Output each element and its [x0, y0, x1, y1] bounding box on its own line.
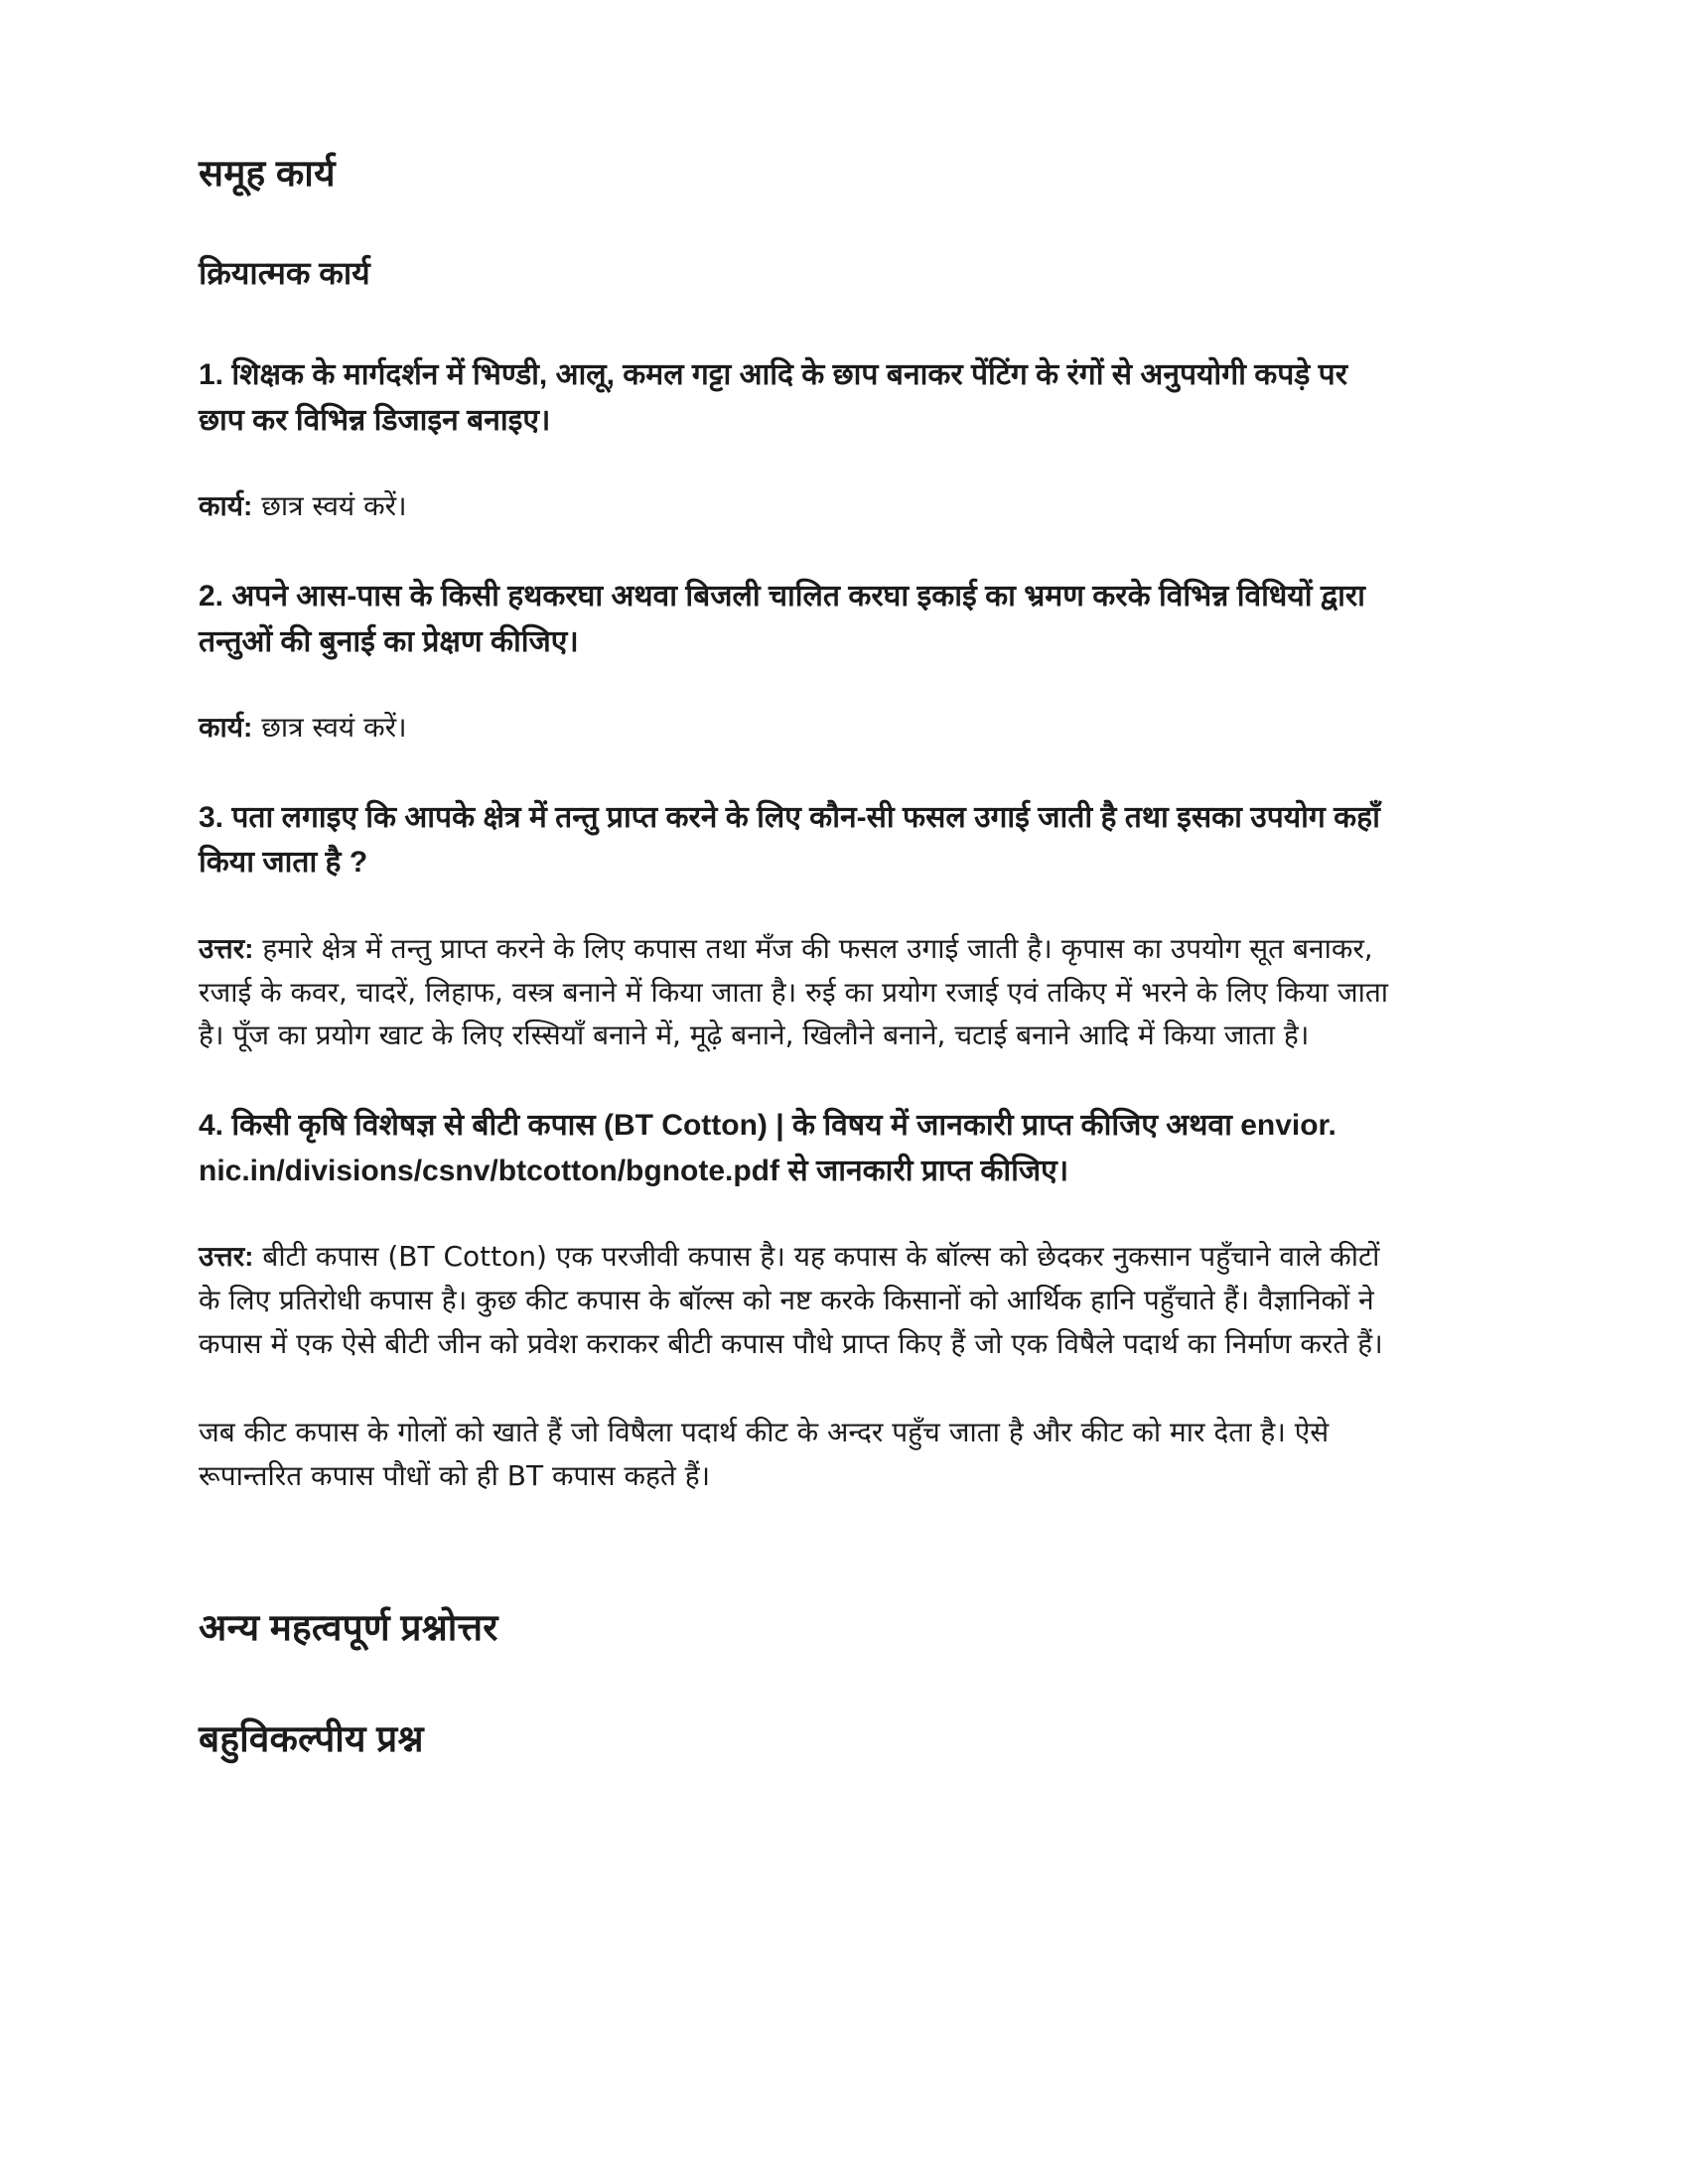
question-2-text: 2. अपने आस-पास के किसी हथकरघा अथवा बिजली चालित करघा इकाई का भ्रमण करके विभिन्न विधियों द्वारा तन्तुओं की बुनाई का प्रेक्षण कीजिए। — [199, 579, 1365, 658]
question-4-answer-body: बीटी कपास (BT Cotton) एक परजीवी कपास है। यह कपास के बॉल्स को छेदकर नुकसान पहुँचाने वाले कीटों के लिए प्रतिरोधी कपास है। कुछ कीट कपास के बॉल्स को नष्ट करके किसानों को आर्थिक हानि पहुँचाते हैं। वैज्ञानिकों ने कपास में एक ऐसे बीटी जीन को प्रवेश कराकर बीटी कपास पौधे प्राप्त किए हैं जो एक विषैले पदार्थ का निर्माण करते हैं। — [199, 1240, 1383, 1360]
question-3-answer-label: उत्तर: — [199, 933, 254, 965]
section-heading-other-questions: अन्य महत्वपूर्ण प्रश्नोत्तर — [199, 1606, 498, 1648]
document-content — [199, 149, 1390, 1763]
question-1-answer — [199, 484, 1390, 528]
section-heading-practical-work: क्रियात्मक कार्य — [199, 254, 370, 291]
question-4-answer-paragraph-2: जब कीट कपास के गोलों को खाते हैं जो विषैला पदार्थ कीट के अन्दर पहुँच जाता है और कीट को मार देता है। ऐसे रूपान्तरित कपास पौधों को ही BT कपास कहते हैं। — [199, 1416, 1330, 1492]
question-4-text — [199, 1103, 1390, 1193]
question-3-text: 3. पता लगाइए कि आपके क्षेत्र में तन्तु प्राप्त करने के लिए कौन-सी फसल उगाई जाती है तथा इसका उपयोग कहाँ किया जाता है ? — [199, 800, 1380, 880]
question-3-answer-body: हमारे क्षेत्र में तन्तु प्राप्त करने के लिए कपास तथा मॅंज की फसल उगाई जाती है। कृपास का उपयोग सूत बनाकर, रजाई के कवर, चादरें, लिहाफ, वस्त्र बनाने में किया जाता है। रुई का प्रयोग रजाई एवं तकिए में भरने के लिए किया जाता है। पूँज का प्रयोग खाट के लिए रस्सियाँ बनाने में, मूढ़े बनाने, खिलौने बनाने, चटाई बनाने आदि में किया जाता है। — [199, 932, 1389, 1052]
question-1-answer-body: छात्र स्वयं करें। — [252, 489, 407, 523]
question-4-reference-url[interactable]: envior. nic.in/divisions/csnv/btcotton/bgnote.pdf — [199, 1109, 1336, 1187]
section-spacer — [199, 1544, 1390, 1589]
question-4-answer-label: उत्तर: — [199, 1241, 254, 1273]
question-1-text: 1. शिक्षक के मार्गदर्शन में भिण्डी, आलू, कमल गट्टा आदि के छाप बनाकर पेंटिंग के रंगों से अनुपयोगी कपड़े पर छाप कर विभिन्न डिजाइन बनाइए। — [199, 358, 1347, 437]
section-heading-mcq: बहुविकल्पीय प्रश्न — [199, 1717, 424, 1759]
question-3-answer — [199, 927, 1390, 1057]
question-1-answer-label: कार्य: — [199, 490, 253, 522]
question-4-text-part1: 4. किसी कृषि विशेषज्ञ से बीटी कपास (BT Cotton) | के विषय में जानकारी प्राप्त कीजिए अथवा — [199, 1109, 1241, 1143]
question-2-answer-body: छात्र स्वयं करें। — [252, 711, 407, 745]
question-4-text-part2: से जानकारी प्राप्त कीजिए। — [779, 1154, 1069, 1187]
page-title: समूह कार्य — [199, 153, 336, 194]
question-2-answer — [199, 706, 1390, 750]
question-4-answer — [199, 1235, 1390, 1365]
question-2-answer-label: कार्य: — [199, 712, 253, 744]
